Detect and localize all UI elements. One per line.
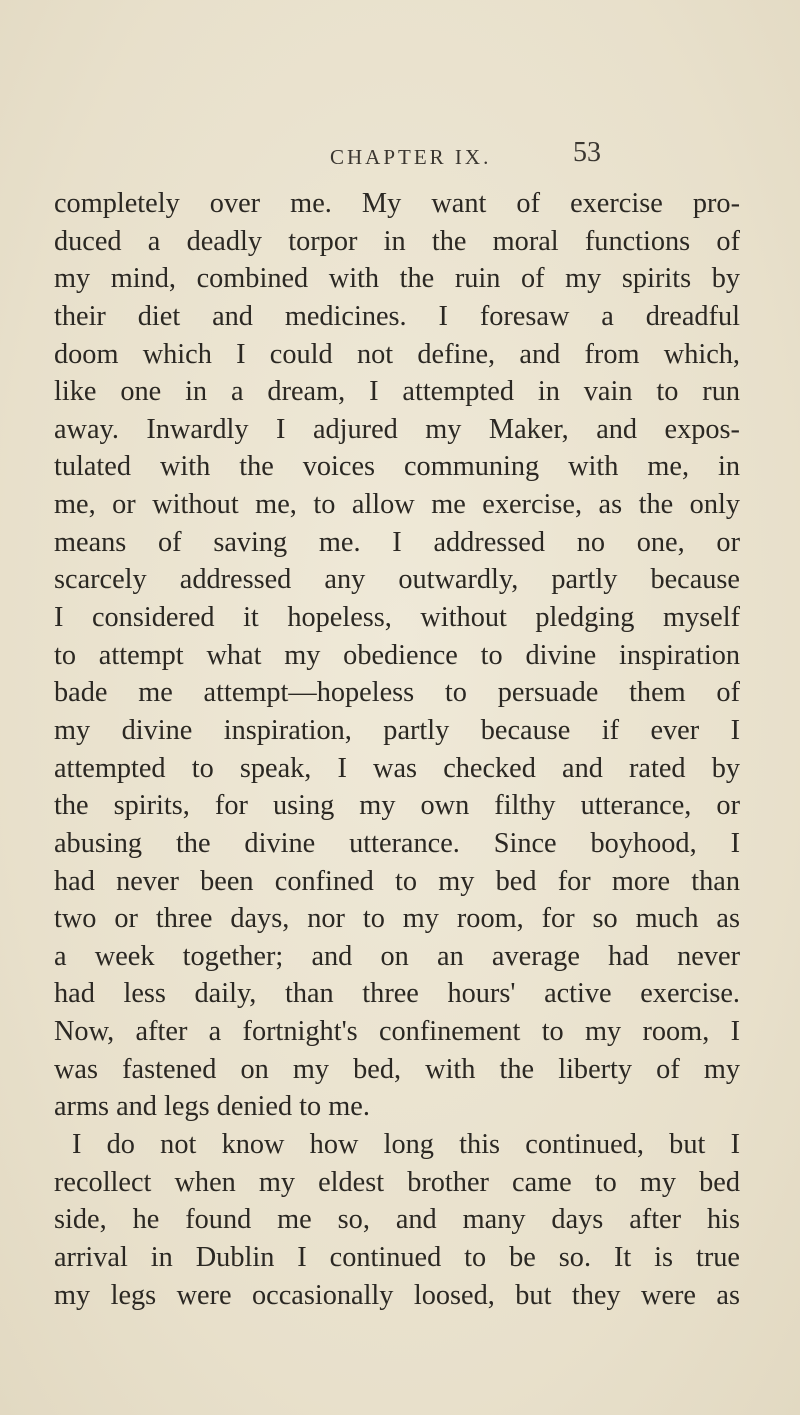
text-line: like one in a dream, I attempted in vain to run	[54, 376, 740, 408]
text-line: completely over me. My want of exercise pro-	[54, 188, 740, 219]
text-line: arrival in Dublin I continued to be so. It is true	[54, 1241, 740, 1273]
text-line: two or three days, nor to my room, for so much as	[54, 903, 740, 935]
text-line: had never been confined to my bed for more than	[54, 865, 740, 897]
text-line: was fastened on my bed, with the liberty of my	[54, 1053, 740, 1085]
body-text	[54, 185, 740, 1314]
text-line: had less daily, than three hours' active exercise.	[54, 978, 740, 1010]
text-line: recollect when my eldest brother came to my bed	[54, 1166, 740, 1198]
text-line: doom which I could not define, and from which,	[54, 338, 740, 370]
text-line: their diet and medicines. I foresaw a dreadful	[54, 300, 740, 332]
text-line: bade me attempt—hopeless to persuade them of	[54, 677, 740, 709]
text-line: arms and legs denied to me.	[54, 1091, 370, 1123]
chapter-title: CHAPTER IX.	[330, 145, 492, 169]
running-head	[0, 137, 800, 173]
text-line: side, he found me so, and many days after his	[54, 1204, 740, 1236]
text-line: my legs were occasionally loosed, but they were as	[54, 1279, 740, 1311]
text-line: means of saving me. I addressed no one, or	[54, 526, 740, 558]
text-line: me, or without me, to allow me exercise, as the only	[54, 489, 740, 521]
text-line: abusing the divine utterance. Since boyhood, I	[54, 827, 740, 859]
text-line: a week together; and on an average had never	[54, 940, 740, 972]
paragraph-2	[54, 1126, 740, 1314]
text-line: the spirits, for using my own filthy utterance, or	[54, 790, 740, 822]
text-line: I do not know how long this continued, but I	[72, 1129, 740, 1161]
text-line: attempted to speak, I was checked and rated by	[54, 752, 740, 784]
text-line: Now, after a fortnight's confinement to my room, I	[54, 1016, 740, 1048]
text-line: tulated with the voices communing with me, in	[54, 451, 740, 483]
text-line: I considered it hopeless, without pledging myself	[54, 602, 740, 634]
paragraph-1	[54, 185, 740, 1126]
text-line: scarcely addressed any outwardly, partly because	[54, 564, 740, 596]
text-line: my mind, combined with the ruin of my spirits by	[54, 263, 740, 295]
page-number: 53	[573, 137, 601, 168]
text-line: away. Inwardly I adjured my Maker, and expos-	[54, 413, 740, 445]
text-line: duced a deadly torpor in the moral functions of	[54, 225, 740, 257]
text-line: my divine inspiration, partly because if ever I	[54, 714, 740, 746]
text-line: to attempt what my obedience to divine inspiration	[54, 639, 740, 671]
